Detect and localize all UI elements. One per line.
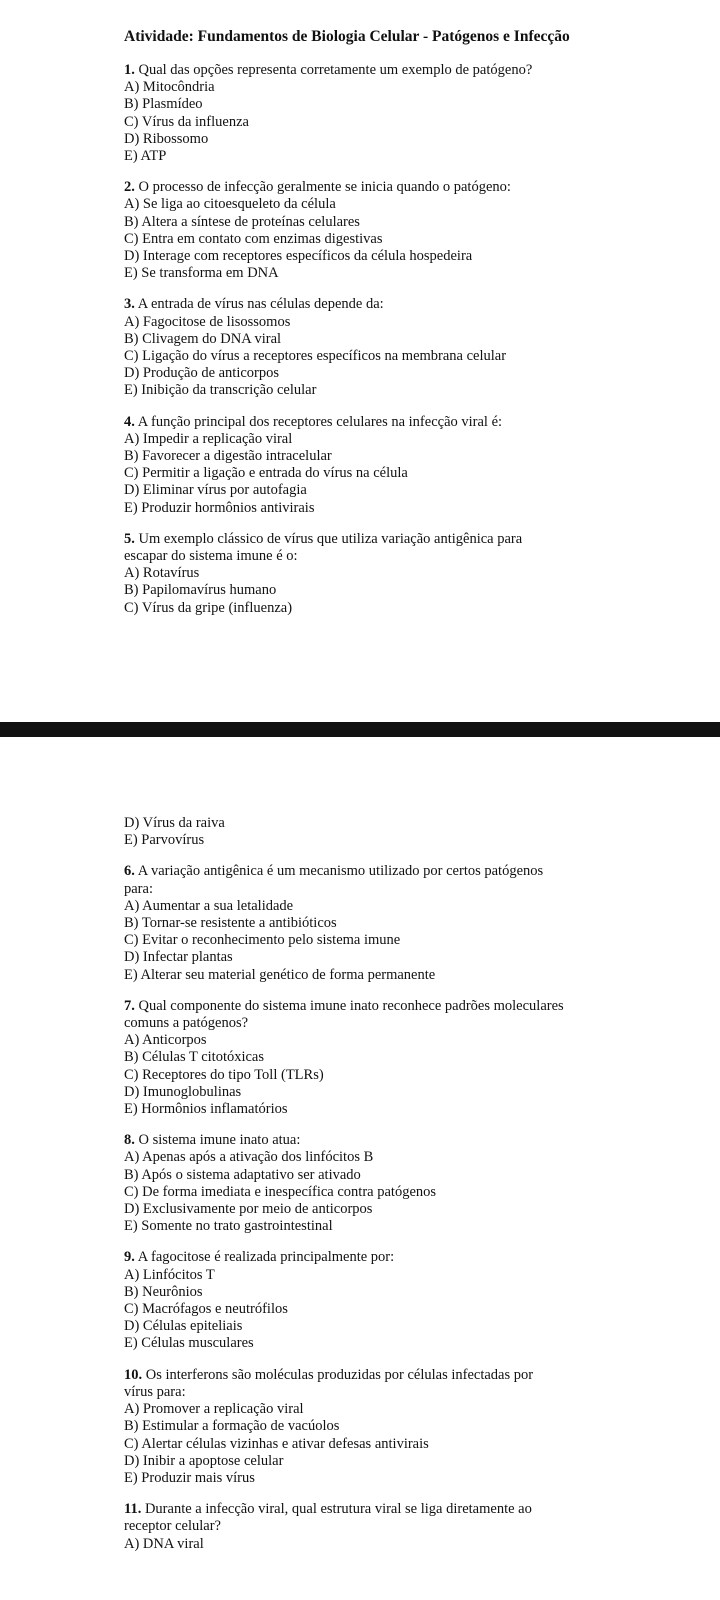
- question-7: [124, 998, 700, 1118]
- option: A) Fagocitose de lisossomos: [124, 313, 291, 330]
- question-list: [124, 863, 700, 1552]
- question-text: [124, 296, 700, 313]
- option: B) Tornar-se resistente a antibióticos: [124, 915, 337, 932]
- option: B) Clivagem do DNA viral: [124, 330, 282, 347]
- option: B) Células T citotóxicas: [124, 1049, 265, 1066]
- option: D) Células epiteliais: [124, 1318, 243, 1335]
- question-line: O processo de infecção geralmente se inicia quando o patógeno:: [138, 179, 511, 196]
- question-line: escapar do sistema imune é o:: [124, 548, 298, 565]
- question-line: vírus para:: [124, 1383, 186, 1400]
- question-text: [124, 1249, 700, 1266]
- question-text: [124, 1384, 700, 1401]
- question-number: 5.: [124, 530, 135, 547]
- question-line: A função principal dos receptores celulares na infecção viral é:: [137, 413, 503, 430]
- option: A) Aumentar a sua letalidade: [124, 897, 294, 914]
- question-number: 8.: [124, 1132, 135, 1149]
- question-number: 9.: [124, 1249, 135, 1266]
- option: A) Mitocôndria: [124, 79, 215, 96]
- question-8: [124, 1132, 700, 1235]
- question-text: [124, 998, 700, 1015]
- question-5: [124, 531, 700, 617]
- question-10: [124, 1367, 700, 1487]
- question-number: 6.: [124, 863, 135, 880]
- option: A) Linfócitos T: [124, 1266, 215, 1283]
- question-line: O sistema imune inato atua:: [138, 1132, 301, 1149]
- option: A) Se liga ao citoesqueleto da célula: [124, 196, 336, 213]
- question-5-continued: [124, 815, 700, 849]
- option: E) Produzir hormônios antivirais: [124, 499, 315, 516]
- question-text: [124, 179, 700, 196]
- option: B) Neurônios: [124, 1283, 203, 1300]
- option: E) Inibição da transcrição celular: [124, 382, 317, 399]
- question-9: [124, 1249, 700, 1352]
- question-text: [124, 531, 700, 548]
- question-text: [124, 1518, 700, 1535]
- question-text: [124, 1132, 700, 1149]
- option: E) Hormônios inflamatórios: [124, 1101, 288, 1118]
- question-text: [124, 62, 700, 79]
- option: C) Vírus da influenza: [124, 113, 249, 130]
- option: D) Imunoglobulinas: [124, 1083, 242, 1100]
- question-line: A variação antigênica é um mecanismo utilizado por certos patógenos: [137, 863, 544, 880]
- question-3: [124, 296, 700, 399]
- question-6: [124, 863, 700, 983]
- option: B) Estimular a formação de vacúolos: [124, 1418, 340, 1435]
- question-line: Os interferons são moléculas produzidas por células infectadas por: [145, 1366, 534, 1383]
- question-line: comuns a patógenos?: [124, 1015, 249, 1032]
- option: A) DNA viral: [124, 1535, 204, 1552]
- question-text: [124, 1015, 700, 1032]
- option: C) Entra em contato com enzimas digestivas: [124, 230, 383, 247]
- question-line: Qual componente do sistema imune inato reconhece padrões moleculares: [138, 997, 564, 1014]
- option: A) Impedir a replicação viral: [124, 430, 293, 447]
- option: C) Alertar células vizinhas e ativar defesas antivirais: [124, 1435, 429, 1452]
- question-line: Durante a infecção viral, qual estrutura viral se liga diretamente ao: [144, 1501, 532, 1518]
- question-line: receptor celular?: [124, 1518, 221, 1535]
- option: D) Interage com receptores específicos da célula hospedeira: [124, 248, 473, 265]
- option: C) Macrófagos e neutrófilos: [124, 1301, 288, 1318]
- question-line: para:: [124, 880, 153, 897]
- option: E) Células musculares: [124, 1335, 254, 1352]
- question-text: [124, 548, 700, 565]
- option: E) ATP: [124, 148, 167, 165]
- document-page-1: [0, 0, 720, 722]
- option: E) Alterar seu material genético de forma permanente: [124, 966, 436, 983]
- option: E) Somente no trato gastrointestinal: [124, 1218, 333, 1235]
- option: B) Favorecer a digestão intracelular: [124, 448, 332, 465]
- question-4: [124, 414, 700, 517]
- question-text: [124, 1367, 700, 1384]
- option: D) Infectar plantas: [124, 949, 233, 966]
- option: E) Parvovírus: [124, 832, 205, 849]
- question-number: 3.: [124, 296, 135, 313]
- option: B) Papilomavírus humano: [124, 582, 277, 599]
- option: C) Evitar o reconhecimento pelo sistema imune: [124, 932, 401, 949]
- question-1: [124, 62, 700, 165]
- question-text: [124, 881, 700, 898]
- option: A) Anticorpos: [124, 1032, 207, 1049]
- option: E) Se transforma em DNA: [124, 265, 279, 282]
- question-number: 7.: [124, 997, 135, 1014]
- option: D) Vírus da raiva: [124, 815, 225, 831]
- option: D) Ribossomo: [124, 130, 209, 147]
- option: C) Ligação do vírus a receptores específicos na membrana celular: [124, 348, 507, 365]
- option: C) Permitir a ligação e entrada do vírus na célula: [124, 465, 408, 482]
- option: A) Rotavírus: [124, 565, 200, 582]
- option: D) Exclusivamente por meio de anticorpos: [124, 1201, 373, 1218]
- question-number: 2.: [124, 179, 135, 196]
- option: E) Produzir mais vírus: [124, 1469, 255, 1486]
- option: A) Apenas após a ativação dos linfócitos B: [124, 1149, 374, 1166]
- document-page-2: [0, 737, 720, 1600]
- question-line: A fagocitose é realizada principalmente por:: [137, 1249, 395, 1266]
- option: A) Promover a replicação viral: [124, 1401, 304, 1418]
- question-line: Qual das opções representa corretamente um exemplo de patógeno?: [138, 62, 533, 78]
- question-number: 4.: [124, 413, 135, 430]
- question-text: [124, 1501, 700, 1518]
- option: D) Inibir a apoptose celular: [124, 1452, 284, 1469]
- option: C) Vírus da gripe (influenza): [124, 599, 293, 616]
- question-text: [124, 414, 700, 431]
- option: D) Eliminar vírus por autofagia: [124, 482, 307, 499]
- question-11: [124, 1501, 700, 1553]
- option: D) Produção de anticorpos: [124, 365, 280, 382]
- question-number: 11.: [124, 1501, 142, 1518]
- question-text: [124, 863, 700, 880]
- question-line: A entrada de vírus nas células depende da:: [137, 296, 384, 313]
- question-line: Um exemplo clássico de vírus que utiliza variação antigênica para: [138, 530, 523, 547]
- question-2: [124, 179, 700, 282]
- question-number: 1.: [124, 62, 135, 78]
- option: B) Plasmídeo: [124, 96, 203, 113]
- question-number: 10.: [124, 1366, 143, 1383]
- question-list: [124, 62, 700, 617]
- option: C) De forma imediata e inespecífica contra patógenos: [124, 1183, 437, 1200]
- option: C) Receptores do tipo Toll (TLRs): [124, 1066, 324, 1083]
- document-title: Atividade: Fundamentos de Biologia Celular - Patógenos e Infecção: [124, 28, 570, 45]
- option: B) Após o sistema adaptativo ser ativado: [124, 1166, 361, 1183]
- option: B) Altera a síntese de proteínas celulares: [124, 213, 360, 230]
